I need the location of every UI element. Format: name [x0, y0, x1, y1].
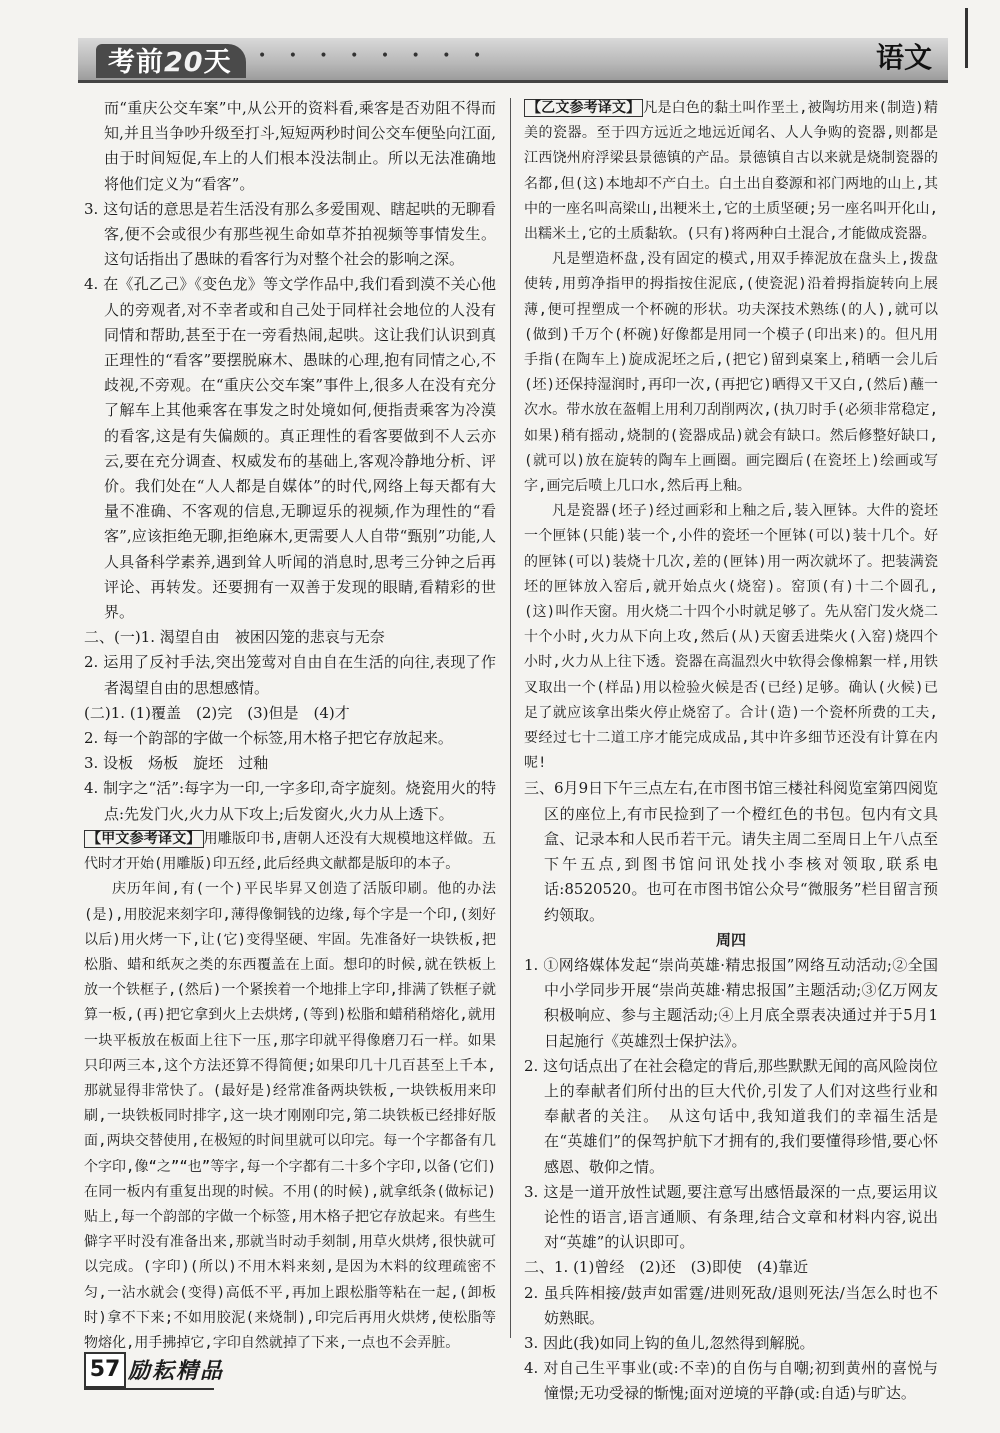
column-divider	[510, 98, 511, 1338]
right-column	[524, 96, 938, 1407]
yi-translation-p3: 凡是瓷器(坯子)经过画彩和上釉之后,装入匣钵。大件的瓷坯一个匣钵(只能)装一个,小件的瓷坯一个匣钵(可以)装十几个。好的匣钵(可以)装烧十几次,差的(匣钵)用一两次就坏了。把装满瓷坯的匣钵放入窑后,就开始点火(烧窑)。窑顶(有)十二个圆孔,(这)叫作天窗。用火烧二十四个小时就足够了。先从窑门发火烧二十个小时,火力从下向上攻,然后(从)天窗丢进柴火(入窑)烧四个小时,火力从上往下透。瓷器在高温烈火中软得会像棉絮一样,用铁叉取出一个(样品)用以检验火候是否(已经)足够。确认(火候)已足了就应该拿出柴火停止烧窑了。合计(造)一个瓷杯所费的工夫,要经过七十二道工序才能完成成品,其中许多细节还没有计算在内呢!	[524, 503, 938, 772]
yi-text-1: 凡是白色的黏土叫作垩土,被陶坊用来(制造)精美的瓷器。至于四方远近之地远近闻名、人人争购的瓷器,则都是江西饶州府浮梁县景德镇的产品。景德镇自古以来就是烧制瓷器的名都,但(这)本地却不产白土。白土出自婺源和祁门两地的山上,其中的一座名叫高梁山,出粳米土,它的土质坚硬;另一座名叫开化山,出糯米土,它的土质黏软。(只有)将两种白土混合,才能做成瓷器。	[524, 100, 938, 243]
jia-text-1: 用雕版印书,唐朝人还没有大规模地这样做。五代时才开始(用雕版)印五经,此后经典文献都是版印的本子。	[84, 830, 496, 873]
thu-item-3: 3. 这是一道开放性试题,要注意写出感悟最深的一点,要运用议论性的语言,语言通顺、有条理,结合文章和材料内容,说出对“英雄”的认识即可。	[524, 1182, 938, 1252]
header-title	[108, 40, 232, 79]
yi-translation-intro	[524, 96, 938, 247]
day-heading: 周四	[715, 930, 746, 949]
thu-item-2b: 2. 虽兵阵相接/鼓声如雷霆/进则死敌/退则死法/当怎么时也不妨熟眠。	[524, 1283, 938, 1327]
answer-paragraph: 而“重庆公交车案”中,从公开的资料看,乘客是否劝阻不得而知,并且当争吵升级至打斗,短短两秒时间公交车便坠向江面,由于时间短促,车上的人们根本没法制止。所以无法准确地将他们定义为“看客”。	[104, 99, 496, 193]
answer-item-2b: 2. 每一个韵部的字做一个标签,用木格子把它存放起来。	[84, 729, 453, 748]
yi-translation-p2: 凡是塑造杯盘,没有固定的模式,用双手捧泥放在盘头上,拨盘使转,用剪净指甲的拇指按住泥底,(使瓷泥)沿着拇指旋转向上展薄,便可捏塑成一个杯碗的形状。功夫深技术熟练(的人),就可以(做到)千万个(杯碗)好像都是用同一个模子(印出来)的。但凡用手指(在陶车上)旋成泥坯之后,(把它)留到桌案上,稍晒一会儿后(坯)还保持湿润时,再印一次,(再把它)晒得又干又白,(然后)蘸一次水。带水放在盔帽上用利刀刮削两次,(执刀时手(必须非常稳定,如果)稍有摇动,烧制的(瓷器成品)就会有缺口。然后修整好缺口,(就可以)放在旋转的陶车上画圈。画完圈后(在瓷坯上)绘画或写字,画完后喷上几口水,然后再上釉。	[524, 251, 938, 495]
thu-item-3b: 3. 因此(我)如同上钩的鱼儿,忽然得到解脱。	[524, 1333, 815, 1352]
thu-section-2: 二、1. (1)曾经 (2)还 (3)即使 (4)靠近	[524, 1258, 809, 1277]
section-3-notice: 三、6月9日下午三点左右,在市图书馆三楼社科阅览室第四阅览区的座位上,有市民捡到了一个橙红色的书包。包内有文具盒、记录本和人民币若干元。请失主周二至周日上午八点至下午五点,到图书馆问讯处找小李核对领取,联系电话:8520520。也可在市图书馆公众号“微服务”栏目留言预约领取。	[524, 779, 938, 924]
subject-label: 语文	[876, 41, 933, 74]
brand-label: 励耘精品	[128, 1358, 225, 1384]
yi-tag: 【乙文参考译文】	[524, 99, 643, 117]
section-2-2: (二)1. (1)覆盖 (2)完 (3)但是 (4)才	[84, 703, 350, 722]
thu-item-4b: 4. 对自己生平事业(或:不幸)的自伤与自嘲;初到黄州的喜悦与憧憬;无功受禄的惭愧;面对逆境的平静(或:自适)与旷达。	[524, 1359, 938, 1403]
title-number: 20	[164, 47, 204, 78]
answer-item-4b: 4. 制字之“活”:每字为一印,一字多印,奇字旋刻。烧瓷用火的特点:先发门火,火力从下攻上;后发窗火,火力从上透下。	[84, 779, 496, 823]
thu-item-1: 1. ①网络媒体发起“崇尚英雄·精忠报国”网络互动活动;②全国中小学同步开展“崇尚英雄·精忠报国”主题活动;③亿万网友积极响应、参与主题活动;④上月底全票表决通过并于5月1日起施行《英雄烈士保护法》。	[524, 955, 938, 1050]
jia-translation-body: 庆历年间,有(一个)平民毕昇又创造了活版印刷。他的办法(是),用胶泥来刻字印,薄得像铜钱的边缘,每个字是一个印,(刻好以后)用火烤一下,让(它)变得坚硬、牢固。先准备好一块铁板,把松脂、蜡和纸灰之类的东西覆盖在上面。想印的时候,就在铁板上放一个铁框子,(然后)一个紧挨着一个地排上字印,排满了铁框子就算一板,(再)把它拿到火上去烘烤,(等到)松脂和蜡稍稍熔化,就用一块平板放在板面上往下一压,那字印就平得像磨刀石一样。如果只印两三本,这个方法还算不得简便;如果印几十几百甚至上千本,那就显得非常快了。(最好是)经常准备两块铁板,一块铁板用来印刷,一块铁板同时排字,这一块才刚刚印完,第二块铁板已经排好版面,两块交替使用,在极短的时间里就可以印完。每一个字都备有几个字印,像“之”“也”等字,每一个字都有二十多个字印,以备(它们)在同一板内有重复出现的时候。不用(的时候),就拿纸条(做标记)贴上,每一个韵部的字做一个标签,用木格子把它存放起来。有些生僻字平时没有准备出来,那就当时动手刻制,用草火烘烤,很快就可以完成。(字印)(所以)不用木料来刻,是因为木料的纹理疏密不匀,一沾水就会(变得)高低不平,再加上跟松脂等粘在一起,(卸板时)拿不下来;不如用胶泥(来烧制),印完后再用火烘烤,使松脂等物熔化,用手拂掉它,字印自然就掉了下来,一点也不会弄脏。	[84, 881, 496, 1351]
jia-translation-intro	[84, 827, 496, 877]
answer-item-2: 2. 运用了反衬手法,突出笼莺对自由自在生活的向往,表现了作者渴望自由的思想感情。	[84, 653, 496, 697]
answer-item-3b: 3. 设板 炀板 旋坯 过釉	[84, 754, 269, 773]
thu-item-2: 2. 这句话点出了在社会稳定的背后,那些默默无闻的高风险岗位上的奉献者们所付出的巨大代价,引发了人们对这些行业和奉献者的关注。 从这句话中,我知道我们的幸福生活是在“英雄们”的保驾护航下才拥有的,我们要懂得珍惜,要心怀感恩、敬仰之情。	[524, 1056, 938, 1176]
footer-line	[84, 1388, 214, 1390]
jia-tag: 【甲文参考译文】	[84, 830, 204, 848]
answer-item-3: 3. 这句话的意思是若生活没有那么多爱围观、瞎起哄的无聊看客,便不会或很少有那些视生命如草芥拍视频等事情发生。这句话指出了愚昧的看客行为对整个社会的影响之深。	[84, 199, 496, 269]
title-prefix: 考前	[108, 47, 164, 78]
section-2-1: 二、(一)1. 渴望自由 被困囚笼的悲哀与无奈	[84, 628, 385, 647]
page-number: 57	[84, 1352, 126, 1388]
left-column	[84, 96, 496, 1356]
answer-item-4: 4. 在《孔乙己》《变色龙》等文学作品中,我们看到漠不关心他人的旁观者,对不幸者或和自己处于同样社会地位的人没有同情和帮助,甚至于在一旁看热闹,起哄。这让我们认识到真正理性的“看客”要摆脱麻木、愚昧的心理,抱有同情之心,不歧视,不旁观。在“重庆公交车案”事件上,很多人在没有充分了解车上其他乘客在事发之时处境如何,便指责乘客为冷漠的看客,这是有失偏颇的。真正理性的看客要做到不人云亦云,要在充分调查、权威发布的基础上,客观冷静地分析、评价。我们处在“人人都是自媒体”的时代,网络上每天都有大量不准确、不客观的信息,无聊逗乐的视频,作为理性的“看客”,应该拒绝无聊,拒绝麻木,更需要人人自带“甄别”功能,人人具备科学素养,遇到耸人听闻的消息时,思考三分钟之后再评论、再转发。还要拥有一双善于发现的眼睛,看精彩的世界。	[84, 275, 496, 622]
title-suffix: 天	[203, 47, 232, 78]
header-dots: • • • • • • • •	[258, 48, 491, 64]
page-edge-mark	[965, 8, 968, 68]
